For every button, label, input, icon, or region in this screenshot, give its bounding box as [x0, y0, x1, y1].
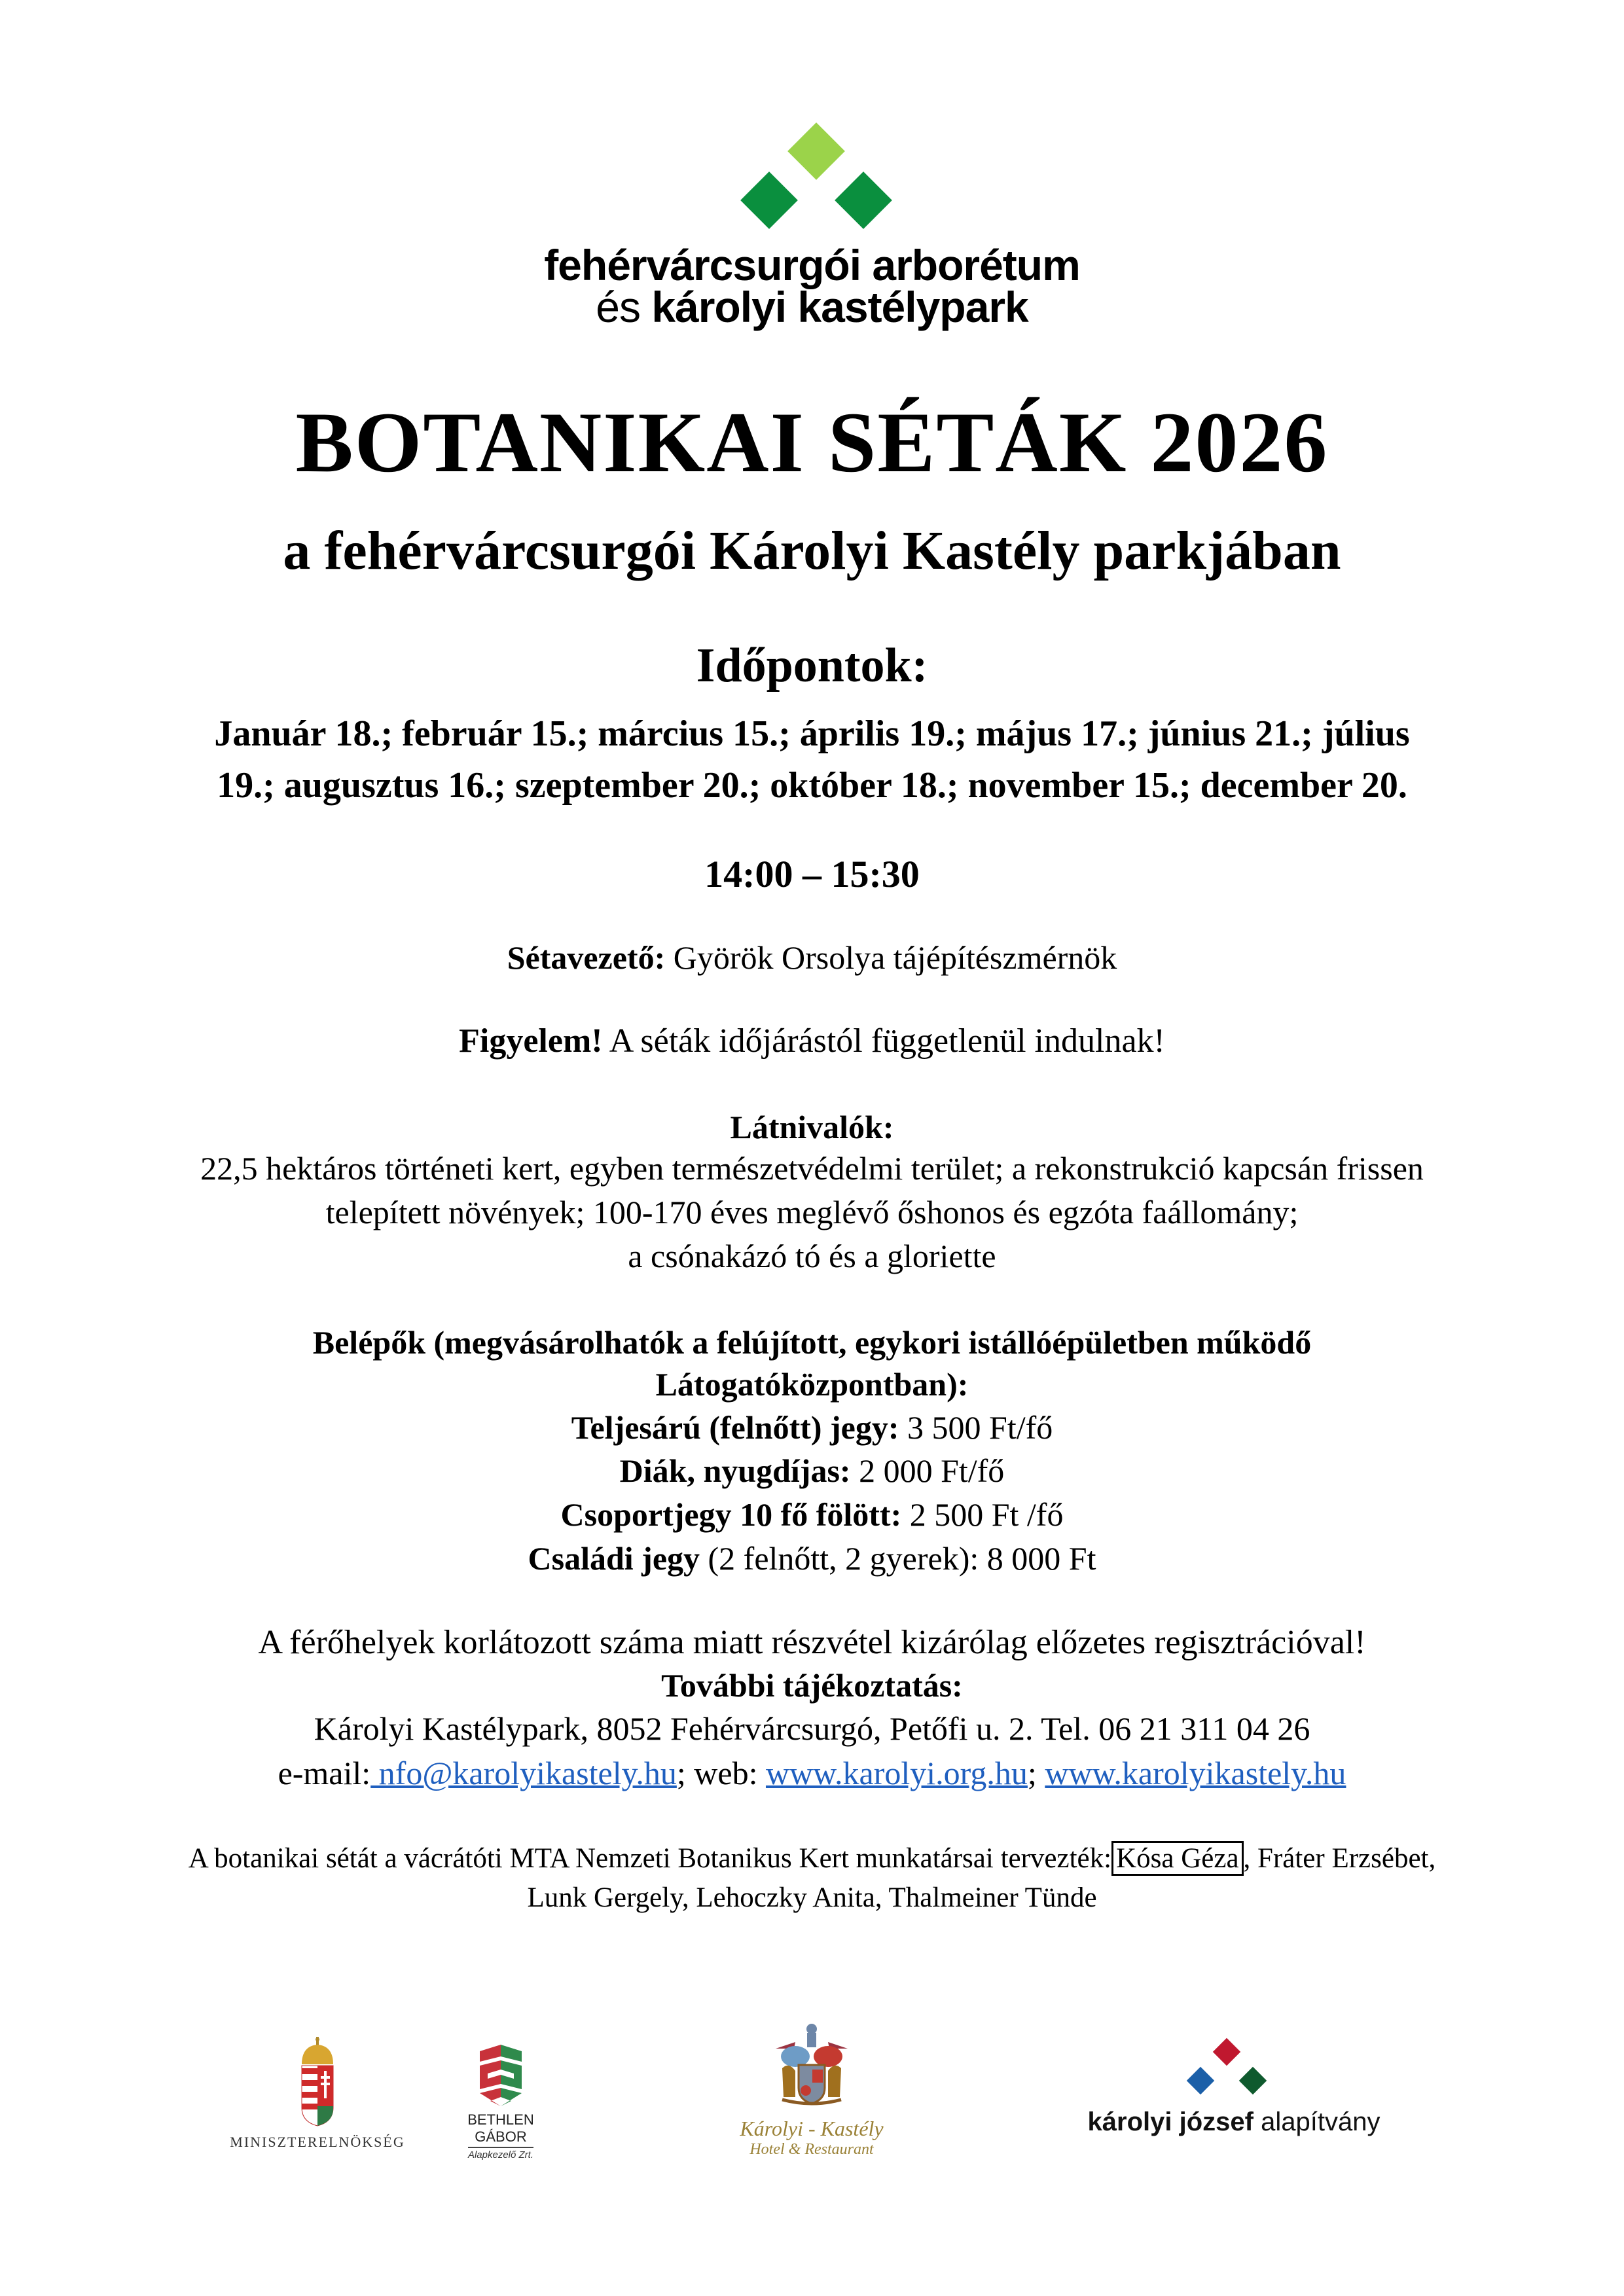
ticket-label: Csoportjegy 10 fő fölött:	[560, 1496, 902, 1533]
logo-line-1: fehérvárcsurgói arborétum	[544, 241, 1080, 289]
page-subtitle: a fehérvárcsurgói Károlyi Kastély parkjában	[283, 520, 1341, 581]
bethlen-sub: Alapkezelő Zrt.	[468, 2147, 533, 2161]
foundation-name-rest: alapítvány	[1253, 2108, 1380, 2136]
page-title: BOTANIKAI SÉTÁK 2026	[295, 394, 1329, 490]
credits-prefix: A botanikai sétát a vácrátóti MTA Nemzeti Botanikus Kert munkatársai tervezték:	[188, 1843, 1112, 1874]
hotel-name: Károlyi - Kastély	[740, 2117, 884, 2140]
web-link-karolyi-org[interactable]: www.karolyi.org.hu	[765, 1755, 1028, 1791]
foundation-name-bold: károlyi józsef	[1087, 2108, 1254, 2136]
info-heading: További tájékoztatás:	[661, 1667, 963, 1704]
logo-line-2-prefix: és	[596, 283, 640, 331]
notice-label: Figyelem!	[459, 1022, 603, 1060]
ticket-price: 2 500 Ft /fő	[901, 1496, 1064, 1533]
dates-heading: Időpontok:	[696, 639, 928, 692]
sights-line: 22,5 hektáros történeti kert, egyben természetvédelmi terület; a rekonstrukció kapcsán frissen	[200, 1150, 1424, 1187]
logo-line-2	[0, 285, 1624, 329]
guide-value: Györök Orsolya tájépítészmérnök	[665, 939, 1117, 976]
diamond-red-icon	[1213, 2038, 1240, 2066]
ticket-price: (2 felnőtt, 2 gyerek): 8 000 Ft	[700, 1540, 1096, 1577]
bethlen-name: BETHLEN GÁBOR	[467, 2111, 534, 2145]
link-separator: ;	[1027, 1755, 1045, 1791]
diamond-light-icon	[787, 122, 845, 180]
sights-line: a csónakázó tó és a gloriette	[628, 1238, 996, 1274]
web-label: ; web:	[676, 1755, 766, 1791]
tickets-heading-1: Belépők (megvásárolhatók a felújított, egykori istállóépületben működő	[312, 1324, 1312, 1361]
time-range: 14:00 – 15:30	[704, 853, 920, 895]
diamond-dark-right-icon	[835, 171, 892, 229]
email-link[interactable]: nfo@karolyikastely.hu	[370, 1755, 677, 1791]
sights-heading: Látnivalók:	[730, 1109, 894, 1145]
ticket-price: 3 500 Ft/fő	[899, 1409, 1053, 1446]
logo-line-2-rest: károlyi kastélypark	[651, 283, 1028, 331]
dates-line-1: Január 18.; február 15.; március 15.; április 19.; május 17.; június 21.; július	[214, 713, 1410, 754]
ticket-price: 2 000 Ft/fő	[850, 1452, 1005, 1489]
notice-line	[0, 1024, 1624, 1058]
guide-line	[0, 941, 1624, 974]
diamond-dark-left-icon	[740, 171, 798, 229]
bethlen-gabor-logo	[445, 2042, 556, 2161]
bethlen-shield-icon	[475, 2042, 527, 2108]
karolyi-jozsef-foundation-logo	[1074, 2036, 1394, 2137]
credits-line-2: Lunk Gergely, Lehoczky Anita, Thalmeiner Tünde	[527, 1882, 1097, 1913]
info-contacts	[0, 1757, 1624, 1789]
notice-value: A séták időjárástól függetlenül indulnak!	[602, 1022, 1165, 1060]
ticket-item	[0, 1454, 1624, 1487]
diamond-green-icon	[1239, 2067, 1267, 2094]
hotel-sub: Hotel & Restaurant	[749, 2141, 874, 2158]
ticket-item	[0, 1542, 1624, 1575]
ticket-label: Teljesárú (felnőtt) jegy:	[571, 1409, 899, 1446]
foundation-diamonds	[1074, 2036, 1394, 2108]
ticket-item	[0, 1498, 1624, 1531]
credits-boxed-name: Kósa Géza	[1111, 1841, 1243, 1876]
ticket-item	[0, 1411, 1624, 1444]
karolyi-hotel-logo	[727, 2016, 897, 2159]
ticket-label: Diák, nyugdíjas:	[619, 1452, 851, 1489]
info-address: Károlyi Kastélypark, 8052 Fehérvárcsurgó, Petőfi u. 2. Tel. 06 21 311 04 26	[314, 1710, 1310, 1747]
hungarian-coat-of-arms-icon	[298, 2036, 337, 2127]
dates-line-2: 19.; augusztus 16.; szeptember 20.; október 18.; november 15.; december 20.	[217, 765, 1407, 806]
ticket-label: Családi jegy	[528, 1540, 700, 1577]
web-link-karolyikastely[interactable]: www.karolyikastely.hu	[1045, 1755, 1346, 1791]
email-label: e-mail:	[278, 1755, 371, 1791]
credits-rest: , Fráter Erzsébet,	[1243, 1843, 1436, 1874]
sights-line: telepített növények; 100-170 éves meglévő őshonos és egzóta faállomány;	[325, 1194, 1299, 1230]
diamond-blue-icon	[1187, 2067, 1214, 2094]
ministry-logo	[223, 2036, 412, 2151]
registration-note: A férőhelyek korlátozott száma miatt részvétel kizárólag előzetes regisztrációval!	[258, 1624, 1366, 1661]
foundation-name	[1074, 2108, 1394, 2137]
tickets-heading-2: Látogatóközpontban):	[655, 1366, 969, 1403]
karolyi-coat-of-arms-icon	[769, 2016, 854, 2108]
ministry-name: MINISZTERELNÖKSÉG	[230, 2134, 405, 2150]
credits-line-1	[0, 1844, 1624, 1873]
guide-label: Sétavezető:	[507, 939, 666, 976]
